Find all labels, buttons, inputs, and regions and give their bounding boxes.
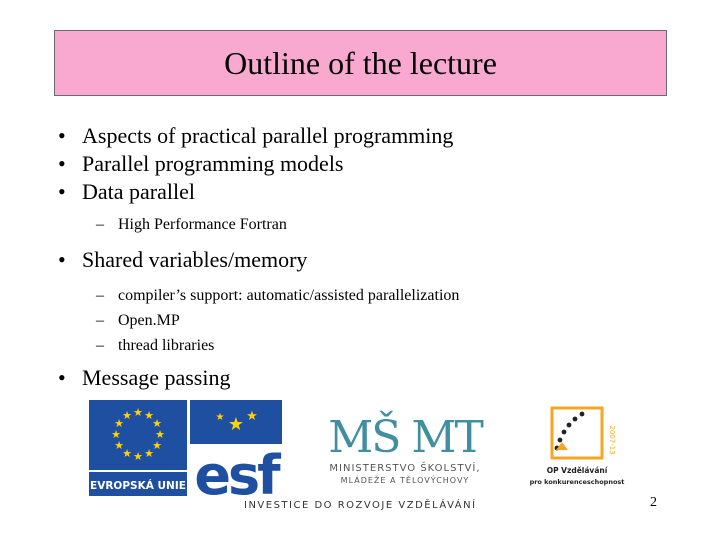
bullet-text: Shared variables/memory: [82, 247, 308, 272]
sub-bullet-item: [58, 212, 698, 237]
sub-bullet-item: [58, 283, 698, 308]
svg-text:★: ★: [114, 418, 124, 430]
eu-flag-logo: [89, 400, 187, 496]
sub-bullet-text: High Performance Fortran: [118, 216, 287, 233]
svg-text:★: ★: [122, 410, 132, 422]
sub-bullet-marker: –: [96, 287, 104, 304]
svg-text:★: ★: [111, 429, 121, 441]
msmt-line1: MINISTERSTVO ŠKOLSTVÍ,: [329, 463, 481, 474]
bullet-text: Message passing: [82, 365, 231, 390]
bullet-list: [58, 122, 698, 392]
bullet-text: Data parallel: [82, 179, 195, 204]
bullet-marker: •: [58, 151, 66, 176]
bullet-marker: •: [58, 247, 66, 272]
svg-text:★: ★: [114, 440, 124, 452]
svg-text:★: ★: [215, 412, 225, 423]
slide-title: Outline of the lecture: [224, 44, 497, 81]
bullet-item: [58, 246, 698, 274]
sub-bullet-marker: –: [96, 312, 104, 329]
bullet-item: [58, 122, 698, 150]
bullet-item: [58, 150, 698, 178]
sub-bullet-text: thread libraries: [118, 337, 215, 354]
svg-text:★: ★: [227, 414, 245, 434]
msmt-mark: MŠ MT: [328, 412, 482, 463]
op-logo: [522, 400, 632, 500]
msmt-logo: [318, 398, 493, 498]
sub-bullet-text: Open.MP: [118, 312, 180, 329]
bullet-text: Aspects of practical parallel programming: [82, 123, 454, 148]
svg-text:★: ★: [122, 448, 132, 460]
svg-text:★: ★: [133, 407, 143, 419]
bullet-marker: •: [58, 123, 66, 148]
bullet-text: Parallel programming models: [82, 151, 344, 176]
esf-logo: [190, 400, 282, 496]
svg-text:★: ★: [152, 440, 162, 452]
svg-text:★: ★: [152, 418, 162, 430]
eu-label: EVROPSKÁ UNIE: [90, 480, 186, 492]
msmt-line2: MLÁDEŽE A TĚLOVÝCHOVY: [340, 476, 470, 485]
sub-bullet-item: [58, 308, 698, 333]
investice-caption: INVESTICE DO ROZVOJE VZDĚLÁVÁNÍ: [244, 500, 477, 511]
footer-logos: [0, 380, 720, 540]
svg-text:★: ★: [144, 448, 154, 460]
sub-bullet-marker: –: [96, 216, 104, 233]
op-line2: pro konkurenceschopnost: [529, 478, 625, 486]
op-dots-icon: [555, 412, 585, 451]
bullet-marker: •: [58, 179, 66, 204]
svg-text:★: ★: [144, 410, 154, 422]
svg-text:★: ★: [246, 408, 258, 423]
slide-title-box: [54, 30, 667, 96]
op-side-text: 2007-13: [608, 425, 616, 455]
bullet-item: [58, 178, 698, 206]
page-number: 2: [650, 495, 657, 510]
svg-text:★: ★: [133, 451, 143, 463]
sub-bullet-item: [58, 333, 698, 358]
esf-label: esf: [194, 444, 278, 496]
bullet-marker: •: [58, 365, 66, 390]
sub-bullet-text: compiler’s support: automatic/assisted parallelization: [118, 287, 460, 304]
svg-text:★: ★: [155, 429, 165, 441]
sub-bullet-marker: –: [96, 337, 104, 354]
op-line1: OP Vzdělávání: [546, 466, 608, 475]
